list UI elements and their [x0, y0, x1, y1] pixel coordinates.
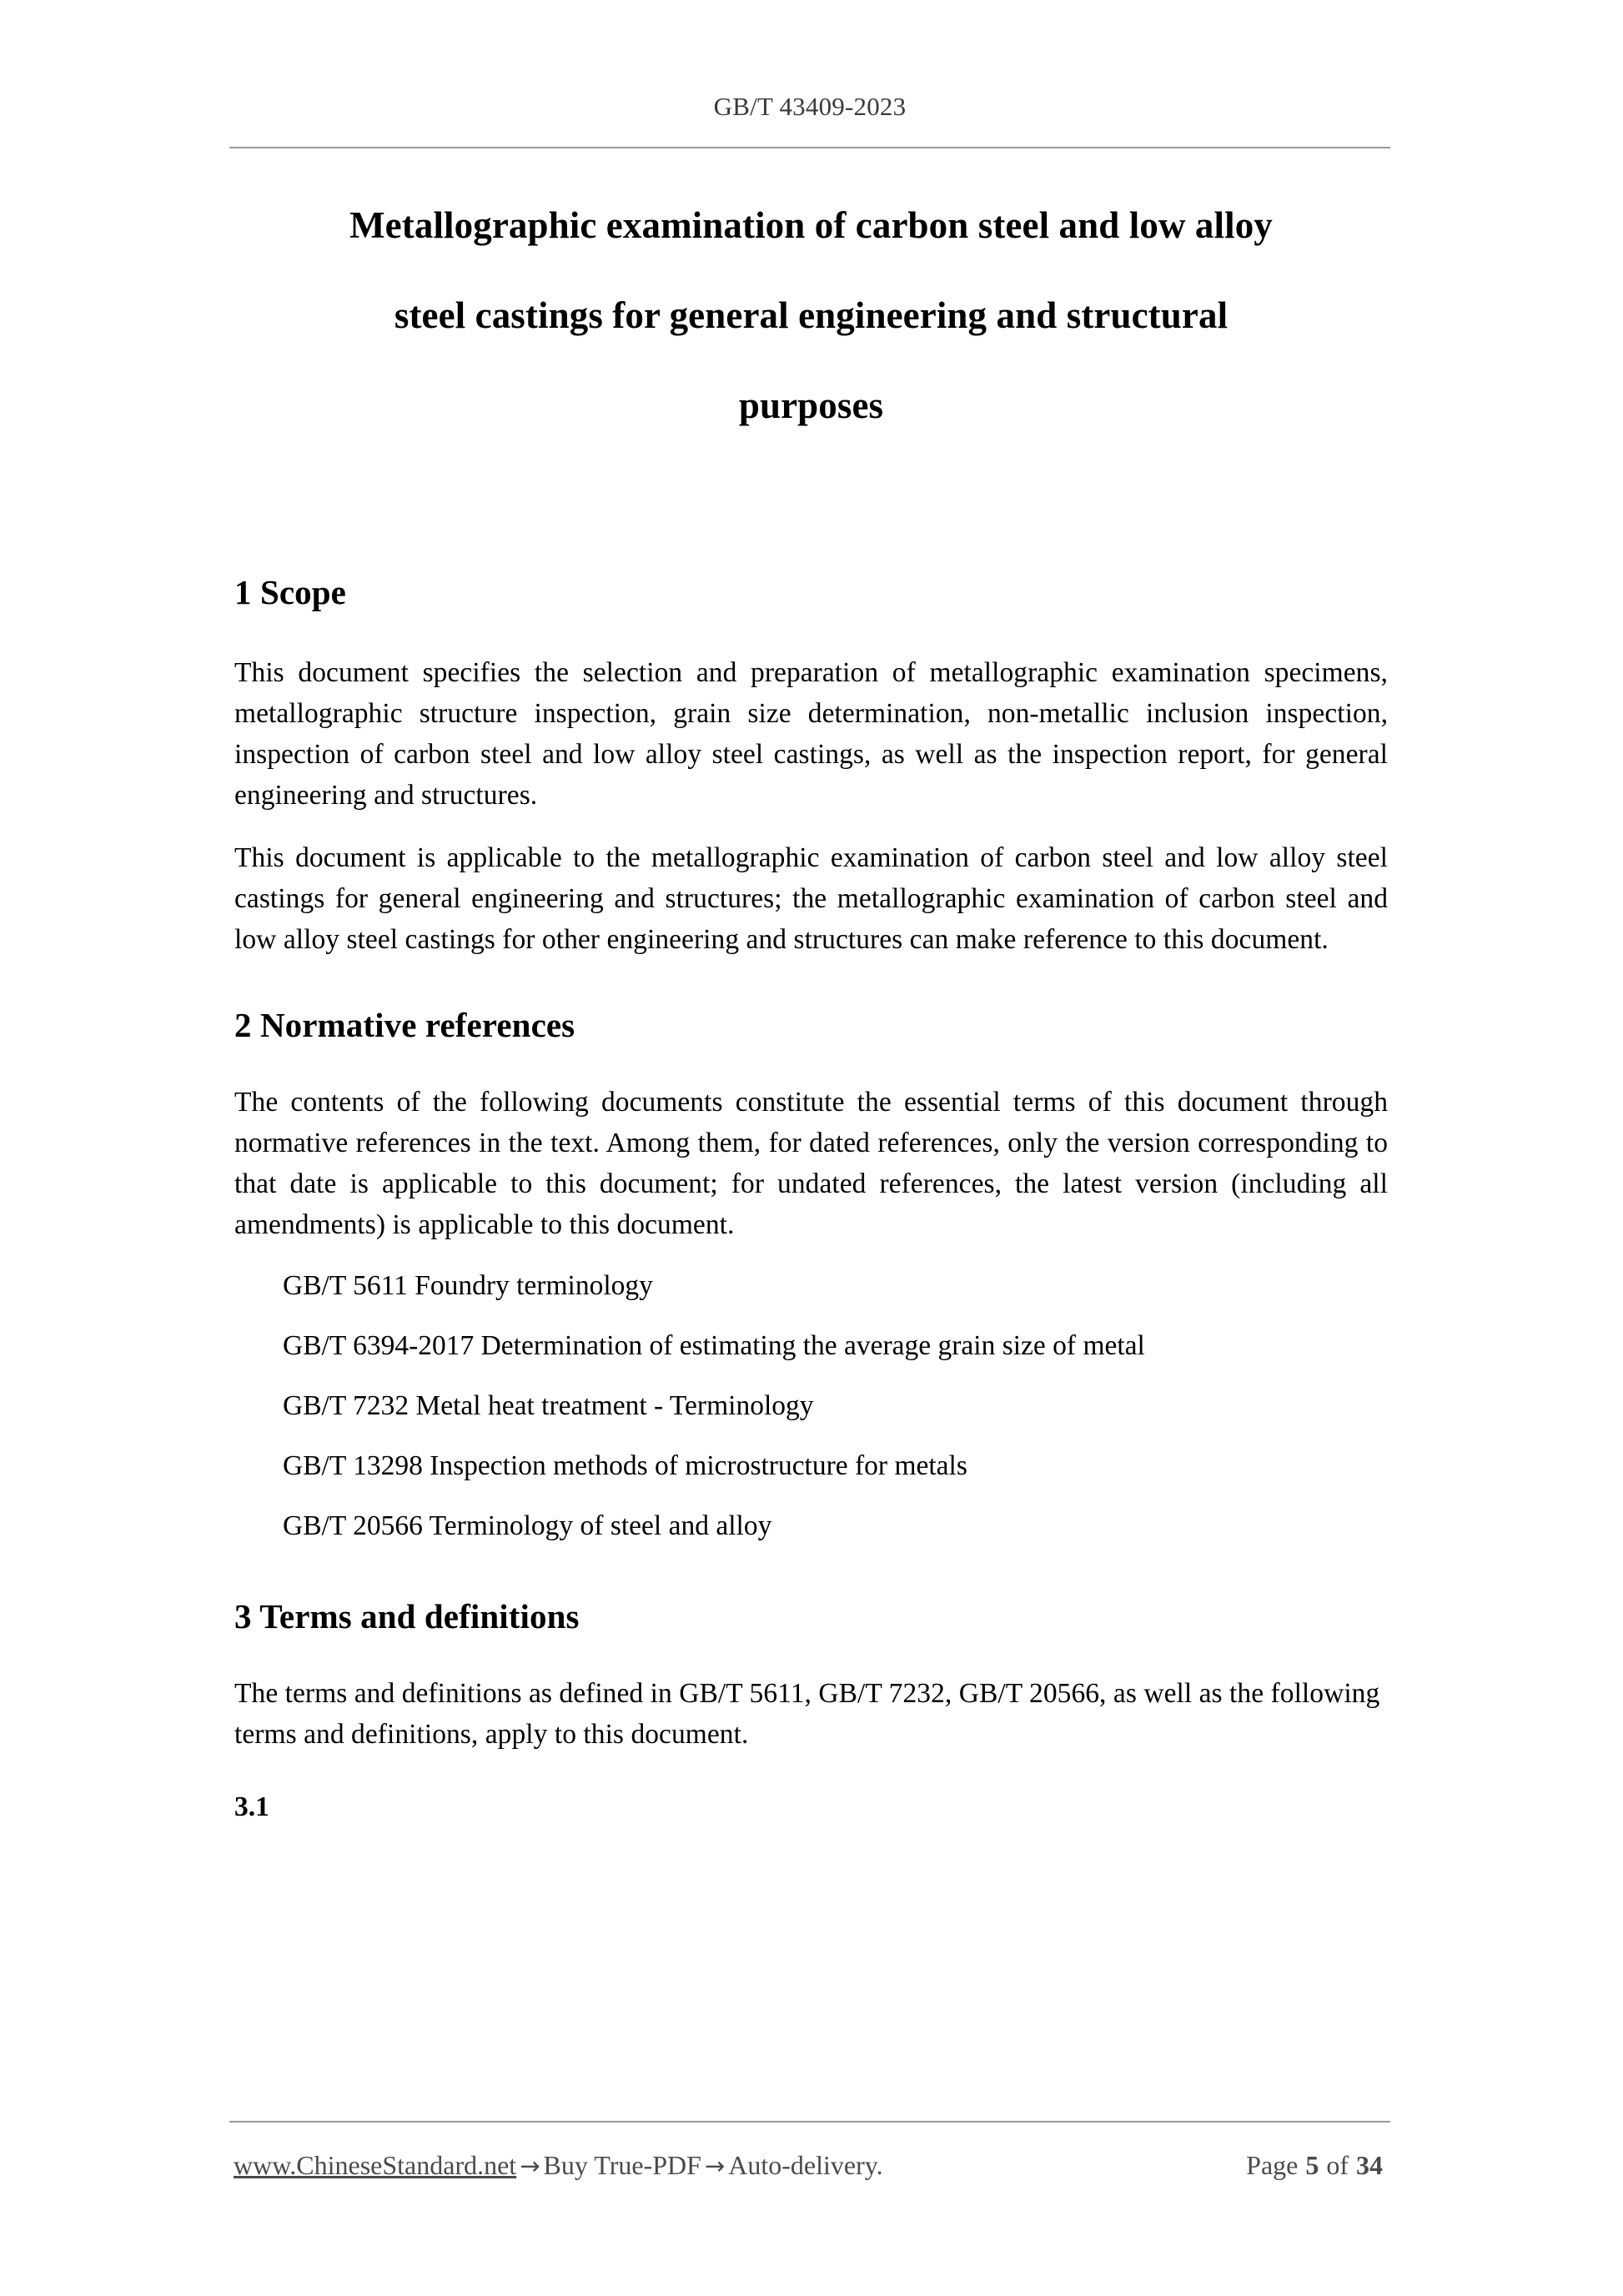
- arrow-right-icon: →: [704, 2152, 726, 2180]
- list-item: GB/T 7232 Metal heat treatment - Terminology: [283, 1389, 814, 1421]
- spacer: [234, 1755, 1388, 1786]
- spacer: [234, 960, 1388, 1007]
- of-label: of: [1326, 2150, 1349, 2180]
- document-title-line-2: steel castings for general engineering and structural: [394, 294, 1229, 336]
- normative-references-paragraph-1: The contents of the following documents constitute the essential terms of this document through normative references in the text. Among them, for dated references, only the version corresponding to that date is applicable to this document; for undated references, the latest version (including all amendments) is applicable to this document.: [234, 1086, 1388, 1240]
- list-item: GB/T 5611 Foundry terminology: [283, 1269, 653, 1301]
- clause-number-3-1: 3.1: [234, 1791, 269, 1822]
- page-footer: [229, 2142, 1390, 2188]
- list-item: GB/T 20566 Terminology of steel and alloy: [283, 1510, 772, 1541]
- total-page-number: 34: [1356, 2150, 1383, 2180]
- document-title: [234, 182, 1388, 449]
- document-title-line-3: purposes: [738, 384, 884, 426]
- list-item: GB/T 13298 Inspection methods of microstructure for metals: [283, 1449, 967, 1481]
- page-indicator: [1244, 2142, 1389, 2188]
- scope-paragraph-1: This document specifies the selection and preparation of metallographic examination specimens, metallographic structure inspection, grain size determination, non-metallic inclusion inspection, inspection of carbon steel and low alloy steel castings, as well as the inspection report, for general engineering and structures.: [234, 656, 1388, 811]
- normative-reference-list: [234, 1265, 1388, 1546]
- header-divider: [229, 147, 1390, 148]
- spacer: [234, 816, 1388, 837]
- page-label: Page: [1246, 2150, 1299, 2180]
- page-content: [234, 182, 1388, 1827]
- heading-terms-and-definitions: 3 Terms and definitions: [234, 1596, 580, 1635]
- heading-scope: 1 Scope: [234, 573, 346, 611]
- footer-promo-text-1: Buy True-PDF: [543, 2150, 701, 2180]
- spacer: [234, 1045, 1388, 1082]
- document-title-line-1: Metallographic examination of carbon steel and low alloy: [349, 204, 1273, 246]
- arrow-right-icon: →: [520, 2152, 540, 2180]
- terms-and-definitions-paragraph-1: The terms and definitions as defined in GB/T 5611, GB/T 7232, GB/T 20566, as well as the following terms and definitions, apply to this document.: [234, 1677, 1380, 1750]
- footer-website-link[interactable]: www.ChineseStandard.net: [234, 2150, 517, 2180]
- footer-promo: [234, 2142, 883, 2189]
- heading-normative-references: 2 Normative references: [234, 1005, 575, 1044]
- current-page-number: 5: [1305, 2150, 1319, 2180]
- spacer: [234, 1546, 1388, 1598]
- spacer: [234, 1636, 1388, 1673]
- spacer: [234, 612, 1388, 652]
- running-header-standard-number: GB/T 43409-2023: [713, 92, 907, 121]
- list-item: GB/T 6394-2017 Determination of estimating the average grain size of metal: [283, 1329, 1145, 1361]
- spacer: [234, 452, 1388, 574]
- footer-promo-text-2: Auto-delivery.: [728, 2150, 883, 2180]
- footer-divider: [229, 2121, 1390, 2123]
- scope-paragraph-2: This document is applicable to the metallographic examination of carbon steel and low alloy steel castings for general engineering and structures; the metallographic examination of carbon steel and low alloy steel castings for other engineering and structures can make reference to this document.: [234, 842, 1388, 955]
- spacer: [234, 1245, 1388, 1265]
